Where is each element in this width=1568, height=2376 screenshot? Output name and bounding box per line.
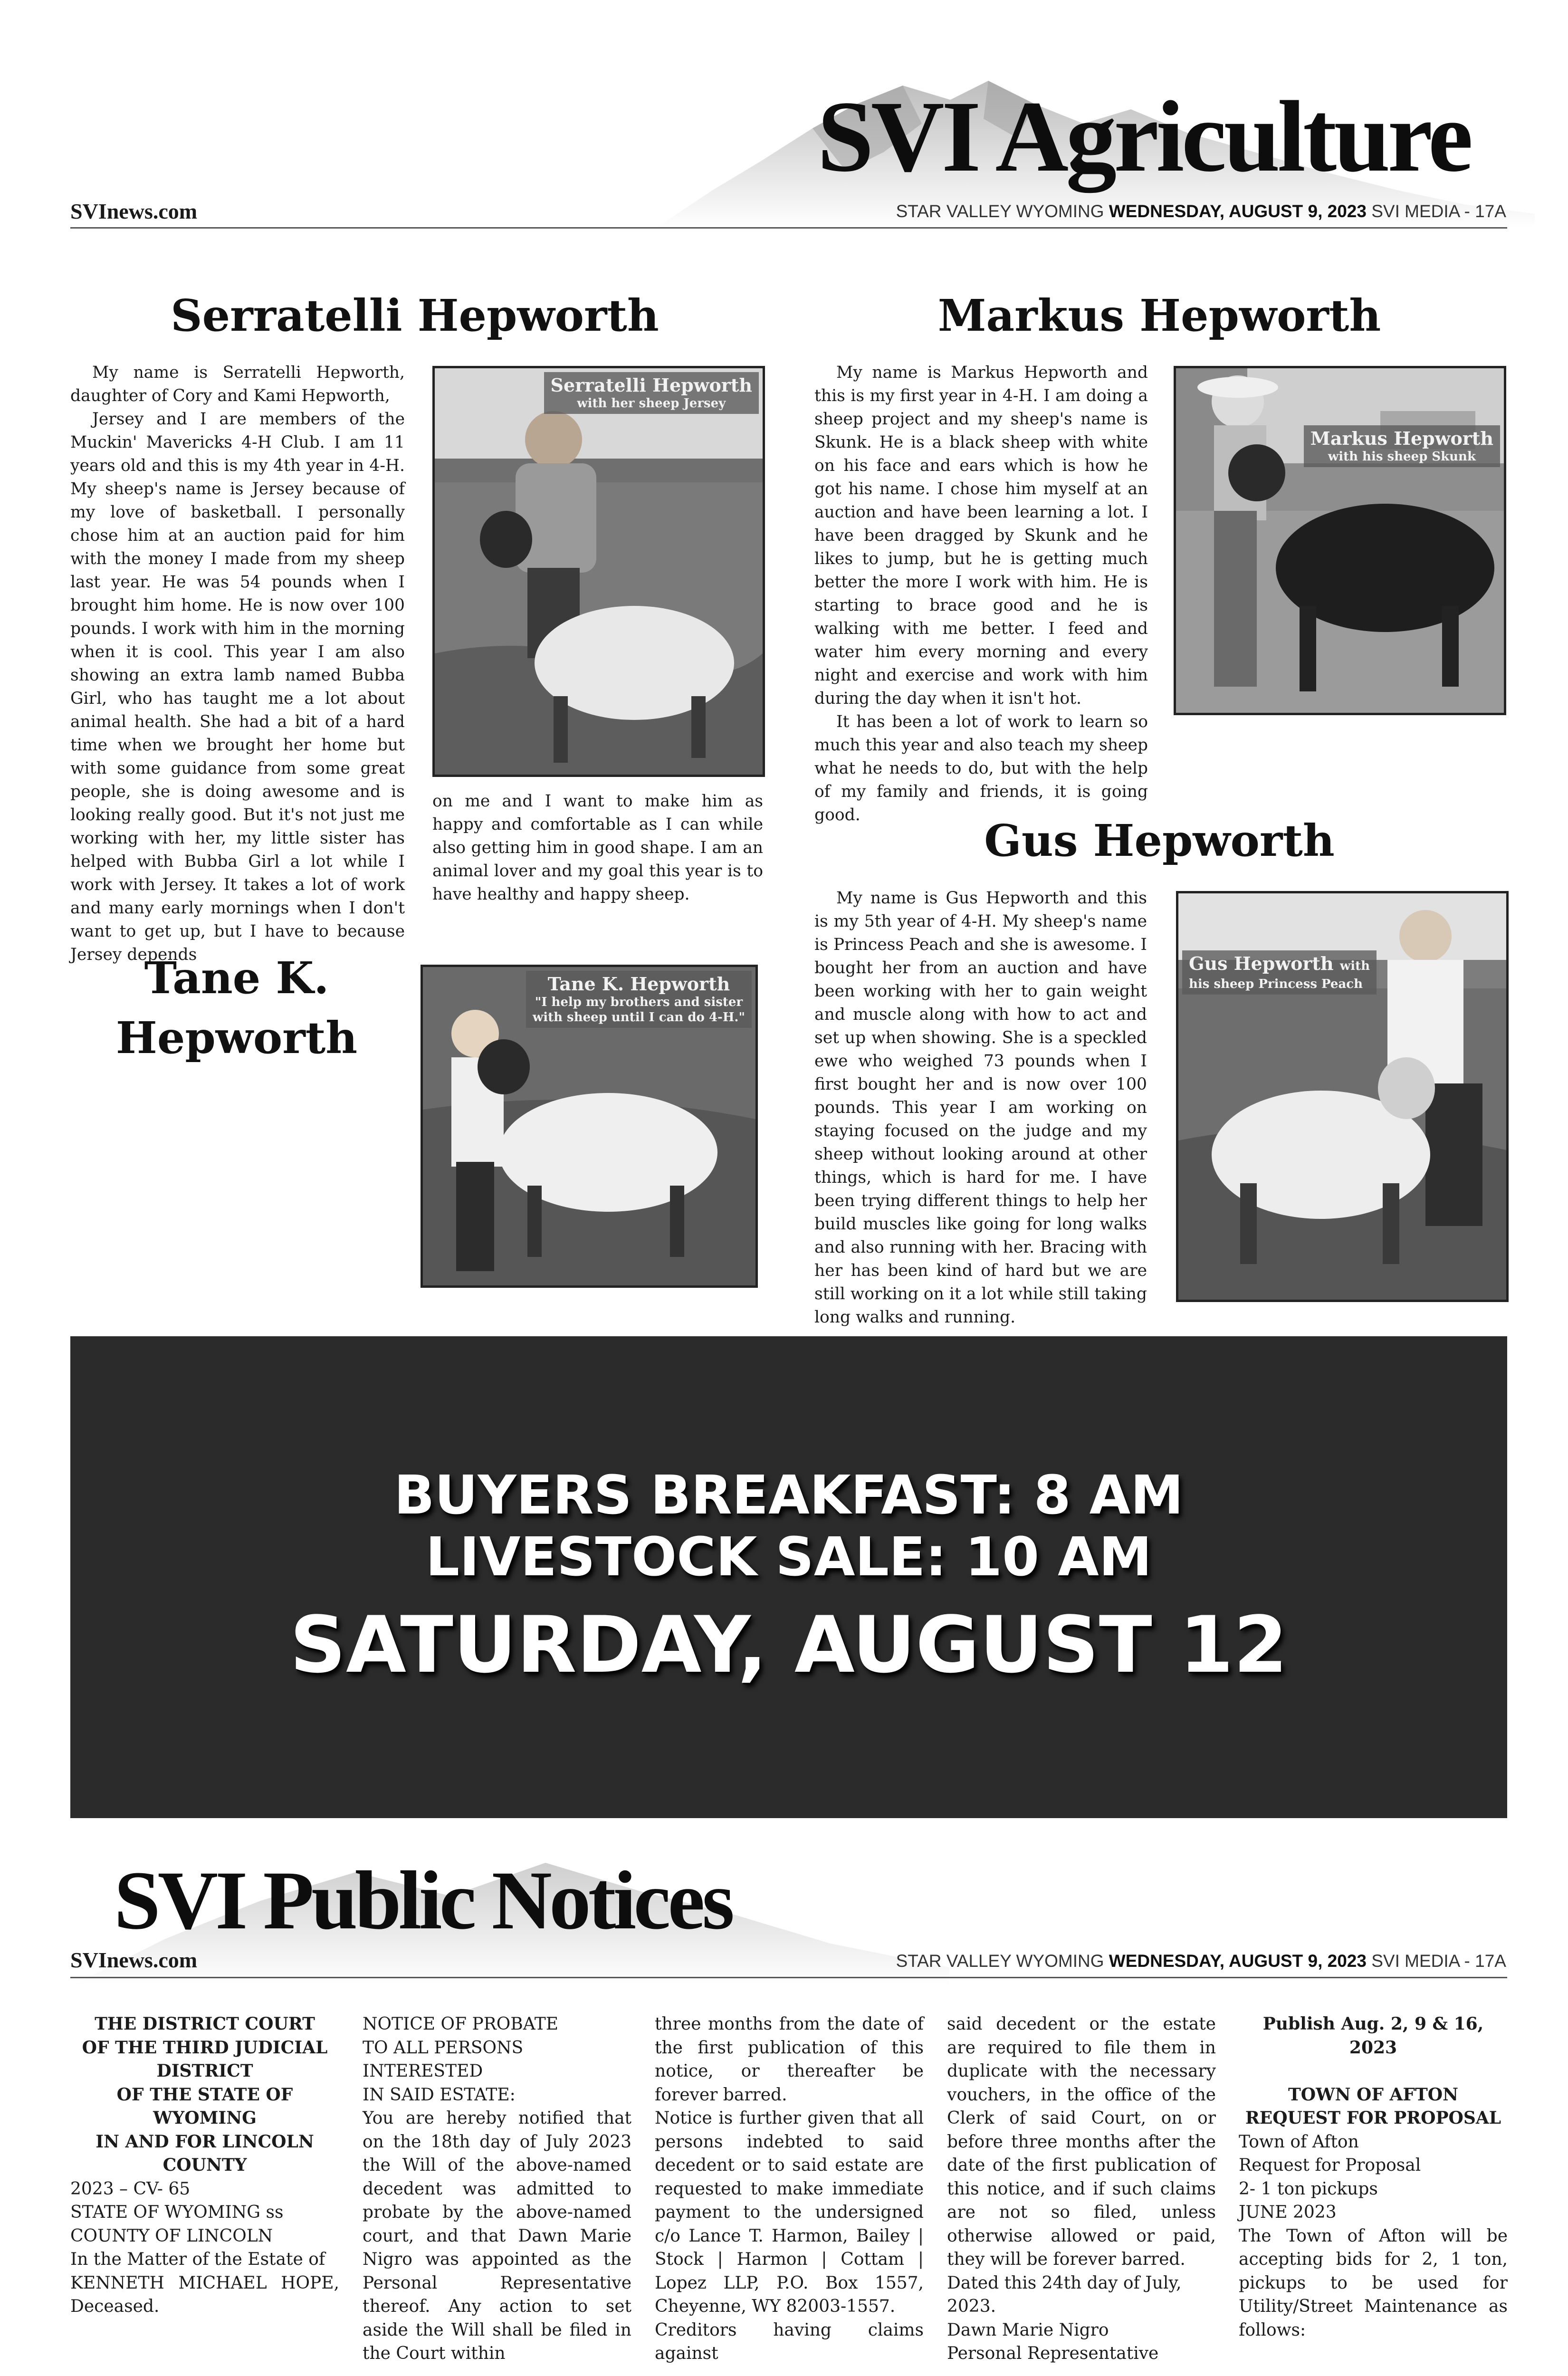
story-body-serratelli-col2 — [432, 790, 763, 906]
notice-line: STATE OF WYOMING ss — [70, 2203, 284, 2222]
paragraph: My name is Markus Hepworth and this is my first year in 4-H. I am doing a sheep project and my sheep's name is Skunk. He is a black sheep with white on his face and ears which is how he got his name. I chose him myself at an auction and have been learning a lot. I have been dragged by Skunk and he likes to jump, but he is getting much better the more I work with him. He is starting to brace good and he is walking with me better. I feed and water him every morning and every night and exercise and work with him during the day when it isn't hot. — [814, 363, 1148, 708]
paragraph: It has been a lot of work to learn so much this year and also teach my sheep what he needs to do, but with the help of my family and friends, it is going good. — [814, 712, 1148, 824]
section-title: SVI Agriculture — [817, 80, 1471, 193]
notice-column-3 — [655, 2012, 924, 2366]
rfp-heading-line: REQUEST FOR PROPOSAL — [1245, 2108, 1501, 2128]
story-body-gus — [814, 887, 1147, 1329]
court-heading-line: THE DISTRICT COURT — [95, 2014, 315, 2034]
notice-paragraph: said decedent or the estate are required to file them in duplicate with the necessary vouchers, in the office of the Clerk of said Court, on or before three months after the date of the first publication of this notice, and if such claims are not so filed, unless otherwise allowed or paid, they will be forever barred. — [947, 2014, 1216, 2269]
story-headline-tane — [70, 948, 403, 1068]
caption-sub-line: with sheep until I can do 4-H." — [532, 1010, 745, 1025]
notices-title: SVI Public Notices — [114, 1854, 732, 1947]
publish-dates: Publish Aug. 2, 9 & 16, 2023 — [1262, 2014, 1484, 2058]
notice-line: 2- 1 ton pickups — [1239, 2179, 1378, 2199]
notices-rule — [70, 1977, 1507, 1978]
notice-line: TO ALL PERSONS INTERESTED — [363, 2038, 524, 2081]
spacer — [1239, 2060, 1508, 2083]
dateline — [896, 201, 1506, 221]
notice-line: KENNETH MICHAEL HOPE, — [70, 2273, 339, 2293]
court-heading-line: OF THE THIRD JUDICIAL — [82, 2037, 328, 2058]
story-body-serratelli-col1 — [70, 361, 405, 967]
notice-column-1 — [70, 2012, 339, 2319]
photo-caption-markus — [1304, 425, 1500, 467]
dateline-date: WEDNESDAY, AUGUST 9, 2023 — [1109, 1951, 1367, 1971]
story-headline-gus: Gus Hepworth — [984, 815, 1335, 866]
photo-markus-image — [1176, 368, 1504, 713]
caption-sub: with his sheep Skunk — [1328, 450, 1476, 464]
notice-line: Deceased. — [70, 2297, 160, 2316]
court-heading-line: OF THE STATE OF WYOMING — [116, 2084, 293, 2128]
photo-serratelli — [432, 366, 765, 777]
notice-line: NOTICE OF PROBATE — [363, 2014, 559, 2034]
paragraph: Jersey and I are members of the Muckin' Mavericks 4-H Club. I am 11 years old and this is my 4th year in 4-H. My sheep's name is Jersey because of my love of basketball. I personally chose him at an auction paid for him with the money I made from my sheep last year. He was 54 pounds when I brought him home. He is now over 100 pounds. I work with him in the morning when it is cool. This year I am also showing an extra lamb named Bubba Girl, who has taught me a lot about animal health. She had a bit of a hard time when we brought her home but with some guidance from some great people, she is doing awesome and is looking really good. But it's not just me working with her, my little sister has helped with Bubba Girl a lot while I work with Jersey. It takes a lot of work and many early mornings when I don't want to get up, but I have to because Jersey depends — [70, 410, 405, 964]
court-heading-line: COUNTY — [163, 2155, 247, 2175]
banner-sale-date: SATURDAY, AUGUST 12 — [289, 1600, 1288, 1690]
notice-line: IN SAID ESTATE: — [363, 2085, 516, 2105]
photo-caption-tane — [526, 971, 752, 1028]
paragraph: My name is Gus Hepworth and this is my 5th year of 4-H. My sheep's name is Princess Peach and she is awesome. I bought her from an auction and have been working with her to gain weight and muscle along with how to act and set up when showing. She is a speckled ewe who weighed 73 pounds when I first bought her and is now over 100 pounds. This year I am working on staying focused on the judge and my sheep without looking around at other things, which is hard for me. I have been trying different things to help her build muscles like going for long walks and also running with her. Bracing with her has been kind of hard but we are still working on it a lot while still taking long walks and running. — [814, 889, 1147, 1327]
notice-paragraph: The Town of Afton will be accepting bids for 2, 1 ton, pickups to be used for Utility/Street Maintenance as follows: — [1239, 2226, 1508, 2340]
notice-column-4 — [947, 2012, 1216, 2366]
rfp-heading-line: TOWN OF AFTON — [1288, 2084, 1458, 2105]
livestock-sale-banner — [70, 1336, 1507, 1818]
notice-column-2 — [363, 2012, 631, 2366]
dateline-page: SVI MEDIA - 17A — [1371, 201, 1506, 221]
notice-line: JUNE 2023 — [1239, 2203, 1337, 2222]
caption-name: Markus Hepworth — [1310, 428, 1493, 449]
masthead-rule — [70, 227, 1507, 229]
dateline-location: STAR VALLEY WYOMING — [896, 1951, 1104, 1971]
dateline-page: SVI MEDIA - 17A — [1371, 1951, 1506, 1971]
paragraph: My name is Serratelli Hepworth, daughter of Cory and Kami Hepworth, — [70, 363, 405, 405]
site-name: SVInews.com — [70, 1948, 198, 1972]
site-name: SVInews.com — [70, 199, 198, 223]
court-heading-line: DISTRICT — [156, 2061, 253, 2081]
dateline-date: WEDNESDAY, AUGUST 9, 2023 — [1109, 201, 1367, 221]
dateline — [896, 1951, 1506, 1971]
notice-column-5 — [1239, 2012, 1508, 2342]
notice-paragraph: You are hereby notified that on the 18th day of July 2023 the Will of the above-named decedent was admitted to probate by the above-named court, and that Dawn Marie Nigro was appointed as the Personal Representative thereof. Any action to set aside the Will shall be filed in the Court within — [363, 2108, 631, 2363]
court-heading-line: IN AND FOR LINCOLN — [96, 2131, 314, 2152]
photo-caption-gus — [1182, 950, 1377, 995]
paragraph: on me and I want to make him as happy and comfortable as I can while also getting him in good shape. I am an animal lover and my goal this year is to have healthy and happy sheep. — [432, 792, 763, 904]
notice-line: COUNTY OF LINCOLN — [70, 2226, 273, 2246]
banner-breakfast-time: BUYERS BREAKFAST: 8 AM — [394, 1465, 1184, 1526]
headline-line: Hepworth — [115, 1012, 358, 1063]
caption-name — [1189, 953, 1370, 977]
story-headline-markus: Markus Hepworth — [937, 290, 1381, 341]
notice-paragraph: three months from the date of the first publication of this notice, or thereafter be forever barred. — [655, 2014, 924, 2105]
caption-sub-line: "I help my brothers and sister — [535, 995, 743, 1009]
notice-paragraph: Creditors having claims against — [655, 2320, 924, 2363]
photo-serratelli-image — [435, 368, 763, 775]
caption-sub: with her sheep Jersey — [577, 396, 726, 411]
notice-line: Dawn Marie Nigro — [947, 2320, 1109, 2340]
caption-sub: his sheep Princess Peach — [1189, 977, 1363, 991]
notice-paragraph: Notice is further given that all persons indebted to said decedent or to said estate are requested to make immediate payment to the undersigned c/o Lance T. Harmon, Bailey | Stock | Harmon | Cottam | Lopez LLP, P.O. Box 1557, Cheyenne, WY 82003-1557. — [655, 2108, 924, 2316]
story-headline-serratelli: Serratelli Hepworth — [171, 290, 659, 341]
story-body-markus — [814, 361, 1148, 827]
caption-name-text: Gus Hepworth — [1189, 953, 1334, 974]
dateline-location: STAR VALLEY WYOMING — [896, 201, 1104, 221]
caption-name: Serratelli Hepworth — [550, 374, 752, 396]
caption-with: with — [1339, 959, 1370, 973]
notice-line: Town of Afton — [1239, 2132, 1359, 2152]
notice-line: 2023 – CV- 65 — [70, 2179, 191, 2199]
headline-line: Tane K. — [144, 952, 329, 1004]
caption-name: Tane K. Hepworth — [547, 973, 730, 995]
notice-line: Dated this 24th day of July, 2023. — [947, 2273, 1182, 2316]
photo-gus — [1176, 891, 1509, 1302]
photo-caption-serratelli — [544, 372, 759, 414]
notice-line: Request for Proposal — [1239, 2156, 1421, 2175]
photo-markus — [1174, 366, 1506, 715]
notice-line: Personal Representative — [947, 2344, 1159, 2363]
photo-tane — [421, 965, 758, 1288]
banner-sale-time: LIVESTOCK SALE: 10 AM — [425, 1526, 1152, 1588]
notice-line: In the Matter of the Estate of — [70, 2250, 325, 2269]
